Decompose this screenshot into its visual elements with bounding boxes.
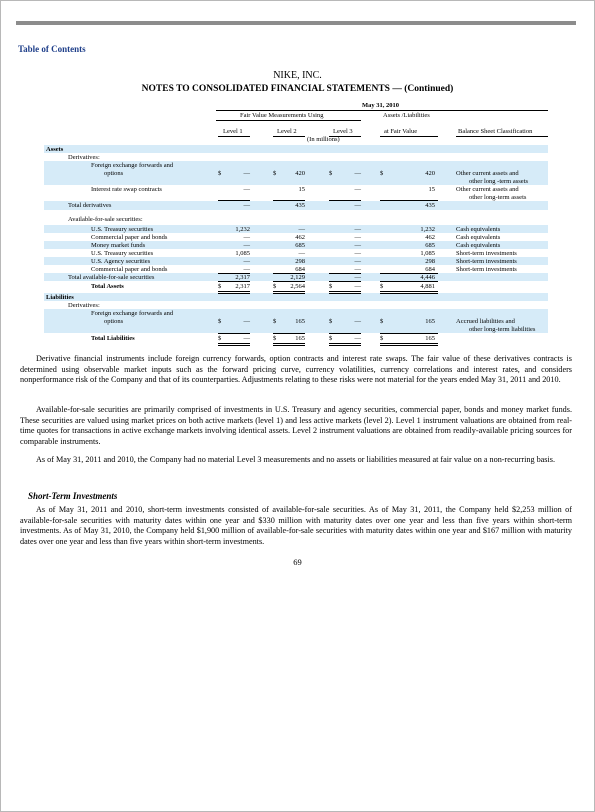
fx-level1: — (243, 170, 250, 177)
total-derivatives-label: Total derivatives (68, 202, 112, 209)
double-rule (329, 345, 361, 346)
dollar-sign: $ (329, 283, 333, 290)
afs-row-level3: — (354, 242, 361, 249)
company-name: NIKE, INC. (273, 70, 322, 81)
afs-row-level1: — (243, 258, 250, 265)
total-afs-label: Total available-for-sale securities (68, 274, 155, 281)
table-of-contents-link[interactable]: Table of Contents (18, 44, 86, 54)
afs-row-class: Short-term investments (456, 258, 517, 265)
paragraph-level3: As of May 31, 2011 and 2010, the Company had no material Level 3 measurements and no assets or liabilities measured at fair value on a non-recurring basis. (36, 455, 556, 464)
double-rule (273, 293, 305, 294)
td-fair-value: 435 (425, 202, 435, 209)
irs-class-line1: Other current assets and (456, 186, 519, 193)
total-liabilities-label: Total Liabilities (91, 335, 135, 342)
dollar-sign: $ (218, 170, 222, 177)
afs-row-level3: — (354, 258, 361, 265)
header-rule (216, 120, 361, 121)
afs-row-name: Commercial paper and bonds (91, 266, 168, 273)
td-level3: — (354, 202, 361, 209)
sum-rule (218, 281, 250, 282)
tl-level1: — (243, 335, 250, 342)
band (44, 145, 548, 153)
afs-row-level1: — (243, 242, 250, 249)
double-rule (218, 345, 250, 346)
afs-row-class: Cash equivalents (456, 226, 501, 233)
dollar-sign: $ (329, 318, 333, 325)
double-rule (380, 345, 438, 346)
dollar-sign: $ (273, 335, 277, 342)
afs-row-fair-value: 298 (425, 258, 435, 265)
col-balance-sheet-classification: Balance Sheet Classification (458, 128, 533, 135)
afs-row-name: U.S. Treasury securities (91, 250, 154, 257)
afs-row-class: Short-term investments (456, 250, 517, 257)
col-fair-value: at Fair Value (384, 128, 418, 135)
tl-fair-value: 165 (425, 335, 435, 342)
sum-rule (380, 333, 438, 334)
afs-row-level3: — (354, 250, 361, 257)
afs-row-level2: 298 (295, 258, 305, 265)
header-rule (218, 136, 250, 137)
liabilities-heading: Liabilities (46, 294, 74, 301)
afs-row-class: Cash equivalents (456, 242, 501, 249)
fx-class-line2: other long -term assets (469, 178, 529, 185)
fx-level2: 420 (295, 170, 305, 177)
double-rule (329, 343, 361, 344)
double-rule (218, 291, 250, 292)
dollar-sign: $ (380, 283, 384, 290)
sum-rule (273, 333, 305, 334)
afs-row-level2: 685 (295, 242, 305, 249)
dollar-sign: $ (329, 335, 333, 342)
td-level1: — (243, 202, 250, 209)
irs-class-line2: other long-term assets (469, 194, 527, 201)
sum-rule (329, 333, 361, 334)
double-rule (380, 293, 438, 294)
tafs-fair-value: 4,446 (420, 274, 435, 281)
col-level3: Level 3 (333, 128, 353, 135)
ta-level2: 2,564 (290, 283, 305, 290)
sum-rule (273, 200, 305, 201)
irs-label: Interest rate swap contracts (91, 186, 162, 193)
assets-heading: Assets (46, 146, 64, 153)
fx-label-line2: options (104, 170, 124, 177)
afs-row-level1: 1,232 (235, 226, 250, 233)
fx-label-line1: Foreign exchange forwards and (91, 162, 174, 169)
double-rule (218, 343, 250, 344)
dollar-sign: $ (218, 283, 222, 290)
irs-level3: — (354, 186, 361, 193)
afs-row-class: Short-term investments (456, 266, 517, 273)
sum-rule (380, 200, 438, 201)
table-date: May 31, 2010 (362, 102, 400, 109)
lfx-level2: 165 (295, 318, 305, 325)
header-rule (456, 136, 548, 137)
lfx-fair-value: 165 (425, 318, 435, 325)
col-level2: Level 2 (277, 128, 297, 135)
afs-row-name: Commercial paper and bonds (91, 234, 168, 241)
top-divider (16, 21, 576, 25)
dollar-sign: $ (380, 335, 384, 342)
double-rule (273, 343, 305, 344)
lfx-class-line1: Accrued liabilities and (456, 318, 515, 325)
double-rule (329, 291, 361, 292)
dollar-sign: $ (273, 170, 277, 177)
notes-title: NOTES TO CONSOLIDATED FINANCIAL STATEMENTS — (Continued) (141, 84, 454, 94)
lfx-level1: — (243, 318, 250, 325)
dollar-sign: $ (380, 318, 384, 325)
dollar-sign: $ (380, 170, 384, 177)
double-rule (380, 343, 438, 344)
fx-fair-value: 420 (425, 170, 435, 177)
total-assets-label: Total Assets (91, 283, 124, 290)
header-rule (216, 110, 548, 111)
double-rule (273, 291, 305, 292)
afs-row-class: Cash equivalents (456, 234, 501, 241)
header-rule (273, 136, 305, 137)
paragraph-short-term-investments: As of May 31, 2011 and 2010, short-term investments consisted of available-for-sale securities. As of May 31, 2011, the Company held $2,253 million of available-for-sale securities with maturity dates within one year and $330 million with maturity dates over one year and less than five years within short-term investments. As of May 31, 2010, the Company held $1,900 million of available-for-sale securities with maturity dates within one year and $167 million with maturity dates over one year and less than five years within short-term investments. (20, 505, 572, 546)
section-heading: Short-Term Investments (28, 491, 118, 501)
afs-row-level3: — (354, 234, 361, 241)
td-level2: 435 (295, 202, 305, 209)
dollar-sign: $ (273, 283, 277, 290)
irs-level2: 15 (298, 186, 305, 193)
col-level1: Level 1 (223, 128, 243, 135)
afs-row-fair-value: 684 (425, 266, 435, 273)
double-rule (273, 345, 305, 346)
afs-row-level3: — (354, 266, 361, 273)
band (44, 293, 548, 301)
sum-rule (380, 281, 438, 282)
page-number: 69 (293, 557, 302, 567)
ta-fair-value: 4,881 (420, 283, 435, 290)
lfx-label-line2: options (104, 318, 124, 325)
afs-row-level2: 684 (295, 266, 305, 273)
afs-row-name: Money market funds (91, 242, 146, 249)
fx-level3: — (354, 170, 361, 177)
afs-row-level1: — (243, 266, 250, 273)
dollar-sign: $ (218, 318, 222, 325)
tafs-level3: — (354, 274, 361, 281)
sum-rule (218, 333, 250, 334)
afs-row-fair-value: 685 (425, 242, 435, 249)
derivatives-label: Derivatives: (68, 154, 100, 161)
afs-row-level2: — (298, 226, 305, 233)
liab-derivatives-label: Derivatives: (68, 302, 100, 309)
dollar-sign: $ (218, 335, 222, 342)
ta-level3: — (354, 283, 361, 290)
afs-row-fair-value: 1,085 (420, 250, 435, 257)
tafs-level1: 2,317 (235, 274, 250, 281)
afs-row-level1: — (243, 234, 250, 241)
sum-rule (273, 281, 305, 282)
double-rule (218, 293, 250, 294)
header-rule (380, 136, 438, 137)
paragraph-available-for-sale: Available-for-sale securities are primarily comprised of investments in U.S. Treasury and agency securities, commercial paper, bonds and money market funds. These securities are valued using market prices on both active markets (level 1) and less active markets (level 2). Level 1 instrument valuations are obtained from real-time quotes for transactions in active exchange markets involving identical assets. Level 2 instrument valuations are obtained from readily-available pricing sources for comparable instruments. (20, 405, 572, 446)
ta-level1: 2,317 (235, 283, 250, 290)
afs-row-level2: 462 (295, 234, 305, 241)
sum-rule (329, 200, 361, 201)
afs-label: Available-for-sale securities: (68, 216, 143, 223)
tl-level3: — (354, 335, 361, 342)
dollar-sign: $ (273, 318, 277, 325)
afs-row-fair-value: 462 (425, 234, 435, 241)
afs-row-name: U.S. Treasury securities (91, 226, 154, 233)
lfx-class-line2: other long-term liabilities (469, 326, 536, 333)
irs-level1: — (243, 186, 250, 193)
lfx-level3: — (354, 318, 361, 325)
double-rule (380, 291, 438, 292)
irs-fair-value: 15 (428, 186, 435, 193)
lfx-label-line1: Foreign exchange forwards and (91, 310, 174, 317)
header-fair-value-group: Fair Value Measurements Using (240, 112, 324, 119)
afs-row-level3: — (354, 226, 361, 233)
sum-rule (218, 200, 250, 201)
sum-rule (329, 281, 361, 282)
afs-row-level2: — (298, 250, 305, 257)
fx-class-line1: Other current assets and (456, 170, 519, 177)
afs-row-name: U.S. Agency securities (91, 258, 151, 265)
paragraph-derivatives: Derivative financial instruments include foreign currency forwards, option contracts and interest rate swaps. The fair value of these derivatives contracts is determined using observable market inputs such as the forward pricing curve, currency volatilities, currency correlations and interest rates, and considers nonperformance risk of the Company and that of its counterparties. Adjustments relating to these risks were not material for the years ended May 31, 2011 and 2010. (20, 354, 572, 384)
dollar-sign: $ (329, 170, 333, 177)
afs-row-level1: 1,085 (235, 250, 250, 257)
tl-level2: 165 (295, 335, 305, 342)
double-rule (329, 293, 361, 294)
header-assets-liabilities-group: Assets /Liabilities (383, 112, 430, 119)
units-label: (In millions) (307, 136, 340, 143)
afs-row-fair-value: 1,232 (420, 226, 435, 233)
tafs-level2: 2,129 (290, 274, 305, 281)
